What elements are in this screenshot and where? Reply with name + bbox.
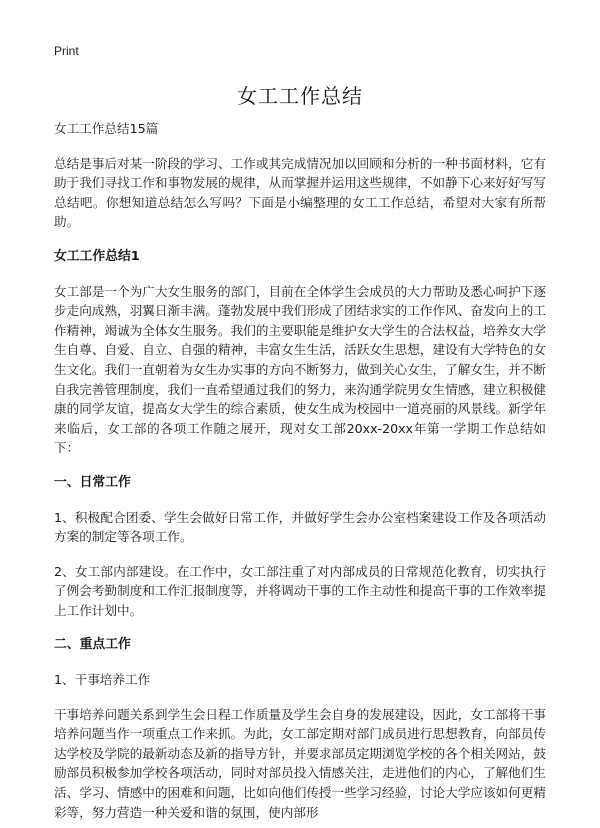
- document-body: [54, 119, 546, 828]
- intro-paragraph: 总结是事后对某一阶段的学习、工作或其完成情况加以回顾和分析的一种书面材料，它有助于我们寻找工作和事物发展的规律，从而掌握并运用这些规律，不如静下心来好好写写总结吧。你想知道总结怎么写吗？下面是小编整理的女工工作总结，希望对大家有所帮助。: [54, 155, 546, 230]
- document-title: 女工工作总结: [237, 84, 363, 108]
- print-link[interactable]: Print: [54, 44, 79, 58]
- daily-work-item-1: 1、积极配合团委、学生会做好日常工作，并做好学生会办公室档案建设工作及各项活动方案的制定等各项工作。: [54, 509, 546, 545]
- key-work-item-1-title: 1、干事培养工作: [54, 672, 151, 688]
- document-subtitle: 女工工作总结15篇: [54, 121, 159, 136]
- section1-heading: 女工工作总结1: [54, 248, 140, 264]
- daily-work-item-2: 2、女工部内部建设。在工作中，女工部注重了对内部成员的日常规范化教育，切实执行了例会考勤制度和工作汇报制度等，并将调动干事的工作主动性和提高干事的工作效率提上工作计划中。: [54, 563, 546, 618]
- daily-work-heading: 一、日常工作: [54, 474, 131, 490]
- key-work-heading: 二、重点工作: [54, 637, 131, 653]
- section1-paragraph: 女工部是一个为广大女生服务的部门，目前在全体学生会成员的大力帮助及悉心呵护下逐步走向成熟，羽翼日渐丰满。蓬勃发展中我们形成了团结求实的工作作风、奋发向上的工作精神，竭诚为全体女生服务。我们的主要职能是维护女大学生的合法权益，培养女大学生自尊、自爱、自立、自强的精神，丰富女生生活，活跃女生思想，建设有大学特色的女生文化。我们一直朝着为女生办实事的方向不断努力，做到关心女生，了解女生，并不断自我完善管理制度，我们一直希望通过我们的努力，来沟通学院男女生情感，建立积极健康的同学友谊，提高女大学生的综合素质，使女生成为校园中一道亮丽的风景线。新学年来临后，女工部的各项工作随之展开，现对女工部20xx-20xx年第一学期工作总结如下：: [54, 283, 546, 456]
- key-work-item-1-paragraph: 干事培养问题关系到学生会日程工作质量及学生会自身的发展建设，因此，女工部将干事培养问题当作一项重点工作来抓。为此，女工部定期对部门成员进行思想教育，向部员传达学校及学院的最新动态及新的指导方针，并要求部员定期浏览学校的各个相关网站，鼓励部员积极参加学校各项活动，同时对部员投入情感关注，走进他们的内心，了解他们生活、学习、情感中的困难和问题，比如向他们传授一些学习经验，讨论大学应该如何更精彩等，努力营造一种关爱和谐的氛围，使内部形: [54, 706, 546, 820]
